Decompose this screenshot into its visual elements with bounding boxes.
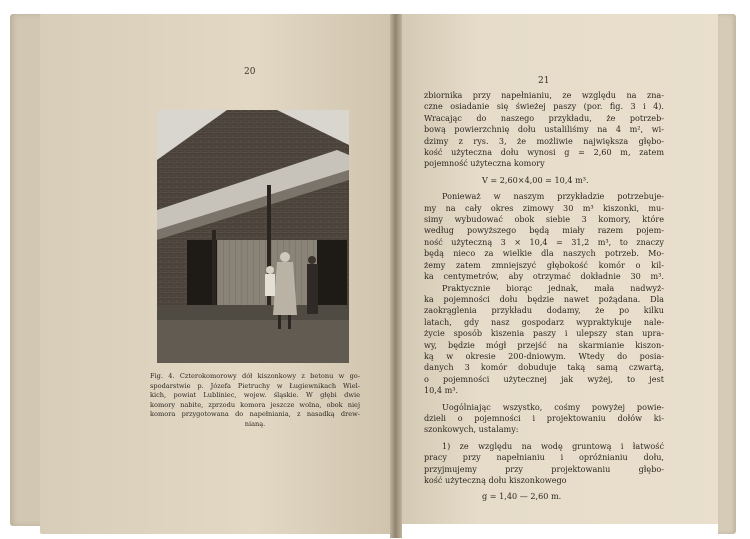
page-number-left: 20 bbox=[244, 67, 256, 77]
caption-line: nianą. bbox=[244, 419, 266, 428]
text-line: szonkowych, ustalamy: bbox=[424, 424, 519, 435]
text-line: ka pojemności dołu będzie nawet pożądana. Dla bbox=[424, 293, 664, 304]
right-page-edge bbox=[718, 14, 736, 534]
caption-line: komora przygotowana do napełniania, z nasadką drew- bbox=[150, 410, 360, 419]
text-line: dzimy z rys. 3, że możliwie największa głębo- bbox=[424, 135, 664, 146]
text-line: o pojemności użytecznej jak wyżej, to jest bbox=[424, 373, 664, 384]
text-line: Uogólniając wszystko, cośmy powyżej powie- bbox=[442, 401, 664, 412]
text-line: Praktycznie biorąc jednak, mała nadwyż- bbox=[442, 282, 664, 293]
caption-line: kich, powiat Lubliniec, wojew. śląskie. W głębi dwie bbox=[150, 391, 360, 400]
book-gutter bbox=[390, 14, 402, 538]
text-line: dzieli o pojemności i projektowaniu dołów ki- bbox=[424, 412, 664, 423]
text-line: 1) ze względu na wodę gruntową i łatwość bbox=[442, 440, 664, 451]
text-line: kość użyteczną dołu kiszonkowego bbox=[424, 475, 567, 485]
text-line: danych 3 komór dobuduje taką samą czwartą, bbox=[424, 362, 664, 373]
text-line: bową powierzchnię dołu ustaliliśmy na 4 m², wi- bbox=[424, 124, 664, 135]
text-line: pojemność użyteczna komory bbox=[424, 158, 545, 169]
text-line: będą nieco za wielkie dla naszych potrzeb. Mo- bbox=[424, 248, 664, 259]
text-line: zbiornika przy napełnianiu, ze względu na zna- bbox=[424, 90, 664, 100]
text-line: ka centymetrów, aby otrzymać dokładnie 30 m³. bbox=[424, 271, 664, 282]
text-line: według powyższego będą miały razem pojem- bbox=[424, 225, 664, 236]
text-line: kość użyteczna dołu wynosi g = 2,60 m, zatem bbox=[424, 147, 664, 158]
caption-line: spodarstwie p. Józefa Pietruchy w Ługiewnikach Wiel- bbox=[150, 381, 360, 390]
text-line: simy wybudować obok siebie 3 komory, które bbox=[424, 214, 664, 225]
figure-photo bbox=[157, 110, 349, 363]
text-line: życie sposób kiszenia paszy i ulepszy stan upra- bbox=[424, 328, 664, 339]
silage-pit-photo bbox=[157, 110, 349, 363]
text-line: 10,4 m³. bbox=[424, 385, 459, 396]
text-line: ką w okresie 200-dniowym. Wtedy do posia- bbox=[424, 350, 664, 361]
text-line: latach, gdy nasz gospodarz wypraktykuje nale- bbox=[424, 316, 664, 327]
text-line: żemy zatem zmniejszyć głębokość komór o kil- bbox=[424, 259, 664, 270]
caption-line: komory nabite, zprzodu komora jeszcze wolna, obok niej bbox=[150, 400, 360, 409]
text-line: przyjmujemy przy projektowaniu głębo- bbox=[424, 463, 664, 474]
text-line: my na cały okres zimowy 30 m³ kiszonki, mu- bbox=[424, 202, 664, 213]
text-line: Wracając do naszego przykładu, że potrzeb- bbox=[424, 112, 664, 123]
formula-depth: g = 1,40 — 2,60 m. bbox=[482, 491, 562, 502]
text-line: wy, będzie mógł przejść na skarmianie kiszon- bbox=[424, 339, 664, 350]
page-number-right: 21 bbox=[538, 76, 550, 86]
formula-volume: V = 2,60×4,00 = 10,4 m³. bbox=[482, 174, 589, 185]
figure-caption bbox=[150, 372, 360, 430]
text-line: Ponieważ w naszym przykładzie potrzebuje- bbox=[442, 191, 664, 202]
text-line: zaokrąglenia przykładu dodamy, że po kilku bbox=[424, 305, 664, 316]
body-text bbox=[424, 90, 664, 503]
text-line: pracy przy napełnianiu i opróżnianiu dołu, bbox=[424, 452, 664, 463]
text-line: ność użyteczną 3 × 10,4 = 31,2 m³, to znaczy bbox=[424, 236, 664, 247]
caption-line: Fig. 4. Czterokomorowy dół kiszonkowy z betonu w go- bbox=[150, 372, 360, 380]
text-line: czne osiadanie się świeżej paszy (por. fig. 3 i 4). bbox=[424, 101, 664, 112]
